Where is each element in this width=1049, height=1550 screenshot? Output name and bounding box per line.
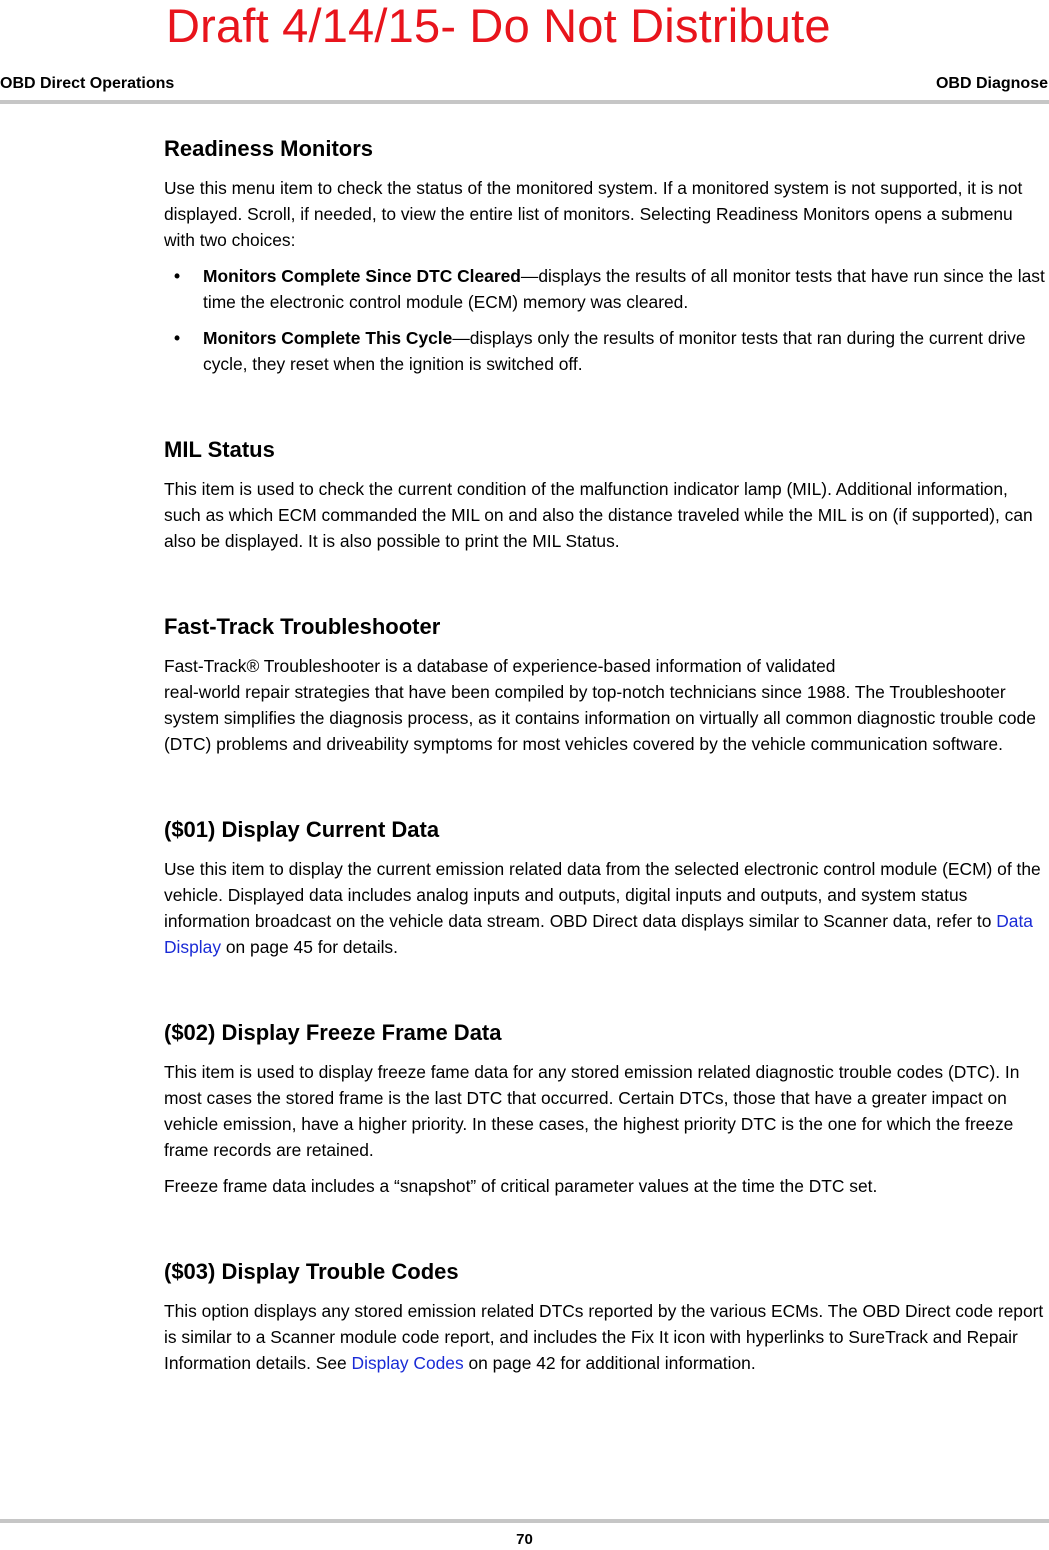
section-title: Readiness Monitors [164, 136, 374, 161]
section-freeze-frame-data [164, 1018, 1048, 1199]
paragraph-text: on page 42 for additional information. [463, 1353, 756, 1373]
section-paragraph [164, 653, 1048, 757]
list-item [164, 263, 1048, 315]
section-title: Fast-Track Troubleshooter [164, 614, 441, 639]
page-number: 70 [516, 1531, 533, 1548]
bullet-term: Monitors Complete This Cycle [203, 328, 453, 348]
section-paragraph: This item is used to display freeze fame data for any stored emission related diagnostic trouble codes (DTC). In most cases the stored frame is the last DTC that occurred. Certain DTCs, those that have a greater impact on vehicle emission, have a higher priority. In these cases, the highest priority DTC is the one for which the freeze frame records are retained. [164, 1062, 1020, 1160]
section-paragraph: Freeze frame data includes a “snapshot” of critical parameter values at the time the DTC set. [164, 1176, 878, 1196]
running-header-right: OBD Diagnose [935, 75, 1048, 92]
section-paragraph [164, 856, 1048, 960]
section-paragraph: Use this menu item to check the status of the monitored system. If a monitored system is not supported, it is not displayed. Scroll, if needed, to view the entire list of monitors. Selecting Readiness Monitors opens a submenu with two choices: [164, 178, 1023, 250]
list-item [164, 325, 1048, 377]
display-codes-link[interactable]: Display Codes [351, 1353, 464, 1373]
section-paragraph: This item is used to check the current condition of the malfunction indicator lamp (MIL). Additional information, such as which ECM commanded the MIL on and also the distance traveled while the MIL is on (if supported), can also be displayed. It is also possible to print the MIL Status. [164, 479, 1033, 551]
section-mil-status [164, 435, 1048, 554]
section-readiness-monitors [164, 134, 1048, 377]
bullet-text: —displays only the results of monitor tests that ran during the current drive cycle, they reset when the ignition is switched off. [203, 328, 1026, 374]
section-title: MIL Status [164, 437, 275, 462]
bullet-list [164, 263, 1048, 377]
section-paragraph [164, 1298, 1048, 1376]
footer-rule [0, 1519, 1049, 1523]
section-title: ($02) Display Freeze Frame Data [164, 1020, 502, 1045]
section-title: ($01) Display Current Data [164, 817, 440, 842]
paragraph-line: real-world repair strategies that have been compiled by top-notch technicians since 1988. The Troubleshooter system simplifies the diagnosis process, as it contains information on virtually all common diagnostic trouble code (DTC) problems and driveability symptoms for most vehicles covered by the vehicle communication software. [164, 682, 1036, 754]
header-rule [0, 100, 1049, 104]
paragraph-text: This option displays any stored emission related DTCs reported by the various ECMs. The OBD Direct code report is similar to a Scanner module code report, and includes the Fix It icon with hyperlinks to SureTrack and Repair Information details. See [164, 1301, 1044, 1373]
paragraph-text: on page 45 for details. [221, 937, 398, 957]
paragraph-line: Fast-Track® Troubleshooter is a database of experience-based information of validated [164, 656, 836, 676]
section-display-trouble-codes [164, 1257, 1048, 1376]
section-display-current-data [164, 815, 1048, 960]
bullet-term: Monitors Complete Since DTC Cleared [203, 266, 521, 286]
page-body [164, 134, 1048, 1386]
draft-watermark: Draft 4/14/15- Do Not Distribute [166, 0, 831, 52]
data-display-link[interactable]: Data Display [164, 911, 1033, 957]
bullet-text: —displays the results of all monitor tests that have run since the last time the electronic control module (ECM) memory was cleared. [203, 266, 1045, 312]
paragraph-text: Use this item to display the current emission related data from the selected electronic control module (ECM) of the vehicle. Displayed data includes analog inputs and outputs, digital inputs and outputs, and system status information broadcast on the vehicle data stream. OBD Direct data displays similar to Scanner data, refer to [164, 859, 1041, 931]
section-title: ($03) Display Trouble Codes [164, 1259, 459, 1284]
section-fast-track [164, 612, 1048, 757]
running-header-left: OBD Direct Operations [0, 75, 175, 92]
